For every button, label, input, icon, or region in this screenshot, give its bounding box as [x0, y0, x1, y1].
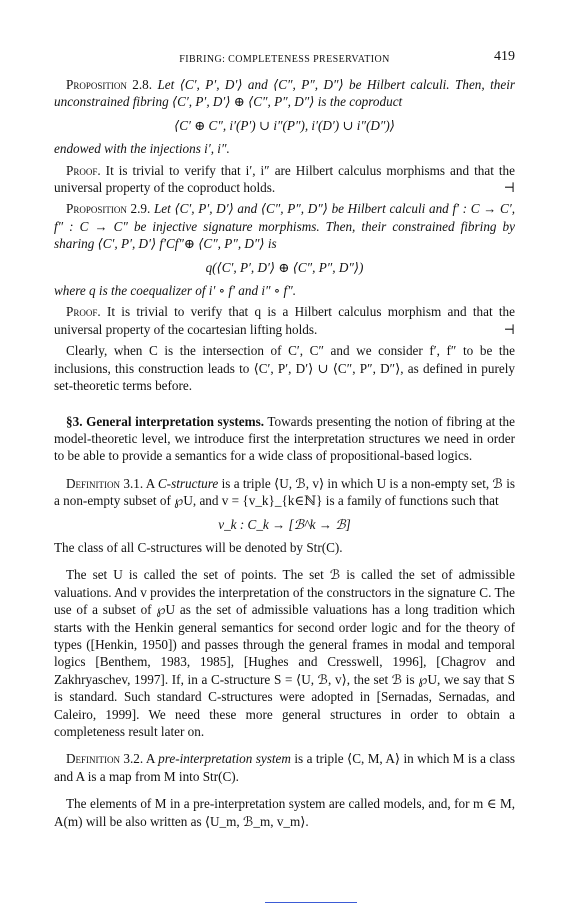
running-header [54, 48, 515, 66]
proof-2-9 [54, 303, 515, 338]
section-heading: §3. General interpretation systems. [66, 413, 265, 429]
proof-label: Proof. [66, 304, 101, 320]
defined-term: C-structure [157, 475, 219, 491]
definition-text: A [145, 475, 155, 491]
paper-page [54, 48, 515, 830]
definition-text: is a triple ⟨U, ℬ, v⟩ in which U is a non-empty set, ℬ is a non-empty subset of ℘U, and v = {v_k}_{k∈ℕ} is a family of functions such that [54, 475, 516, 509]
paragraph: The set U is called the set of points. The set ℬ is called the set of admissible valuations. And v provides the interpretation of the constructors in the signature C. The use of a subset of ℘U as the set of admissible valuations has a long tradition which starts with the Henkin general semantics for second order logic and for the theory of types ([Henkin, 1950]) and passes through the general frames in modal and temporal logics [Benthem, 1983, 1985], [Hughes and Cresswell, 1996], [Chagrov and Zakhryaschev, 1997]. If, in a C-structure S = ⟨U, ℬ, v⟩, the set ℬ is ℘U, we say that S is standard. Such standard C-structures were adopted in [Sernadas, Sernadas, and Caleiro, 1999]. We need these more general structures in order to obtain a completeness result later on. [54, 567, 515, 739]
definition-label: Definition 3.1. [66, 475, 144, 491]
proposition-2-8 [54, 76, 515, 111]
proof-label: Proof. [66, 162, 101, 178]
page-number: 419 [494, 49, 515, 64]
paragraph: The class of all C-structures will be denoted by Str(C). [54, 539, 343, 555]
section-text: Towards presenting the notion of fibring at the model-theoretic level, we introduce first the interpretation structures we need in order to be able to provide a semantics for a wide class of propositional-based logics. [54, 413, 515, 464]
proposition-label: Proposition 2.8. [66, 77, 153, 92]
proposition-statement: Let ⟨C′, P′, D′⟩ and ⟨C″, P″, D″⟩ be Hilbert calculi. Then, their unconstrained fibring ⟨C′, P′, D′⟩ ⊕ ⟨C″, P″, D″⟩ is the coproduct [54, 77, 516, 110]
proposition-tail: endowed with the injections i′, i″. [54, 141, 230, 157]
definition-3-2 [54, 750, 515, 785]
display-equation: ⟨C′ ⊕ C″, i′(P′) ∪ i″(P″), i′(D′) ∪ i″(D″)⟩ [174, 117, 395, 133]
definition-3-1 [54, 475, 515, 510]
display-equation: q(⟨C′, P′, D′⟩ ⊕ ⟨C″, P″, D″⟩) [205, 259, 364, 275]
footer-link-line [265, 902, 357, 903]
qed-symbol: ⊣ [503, 180, 515, 196]
definition-text: is a triple ⟨C, M, A⟩ in which M is a class and A is a map from M into Str(C). [54, 751, 516, 784]
definition-label: Definition 3.2. [66, 751, 144, 767]
paragraph: The elements of M in a pre-interpretation system are called models, and, for m ∈ M, A(m) will be also written as ⟨U_m, ℬ_m, v_m⟩. [54, 796, 515, 829]
proof-text: It is trivial to verify that q is a Hilbert calculus morphism and that the universal property of the cocartesian lifting holds. [54, 304, 515, 337]
running-title: FIBRING: COMPLETENESS PRESERVATION [179, 54, 390, 65]
defined-term: pre-interpretation system [158, 751, 291, 767]
paragraph: Clearly, when C is the intersection of C′, C″ and we consider f′, f″ to be the inclusions, this construction leads to ⟨C′, P′, D′⟩ ∪ ⟨C″, P″, D″⟩, as defined in purely set-theoretic terms before. [54, 343, 515, 394]
proposition-tail: where q is the coequalizer of i′ ∘ f′ and i″ ∘ f″. [54, 283, 297, 299]
display-equation: v_k : C_k → [ℬ^k → ℬ] [218, 516, 351, 532]
definition-text: A [145, 751, 155, 767]
proof-2-8 [54, 162, 515, 197]
qed-symbol: ⊣ [503, 321, 515, 337]
proposition-label: Proposition 2.9. [66, 201, 151, 217]
proof-text: It is trivial to verify that i′, i″ are Hilbert calculus morphisms and that the universal property of the coproduct holds. [54, 162, 516, 196]
section-3 [54, 413, 515, 465]
proposition-statement: Let ⟨C′, P′, D′⟩ and ⟨C″, P″, D″⟩ be Hilbert calculi and f′ : C → C′, f″ : C → C″ be injective signature morphisms. Then, their constrained fibring by sharing ⟨C′, P′, D′⟩ f′Cf″⊕ ⟨C″, P″, D″⟩ is [54, 201, 515, 252]
proposition-2-9 [54, 200, 515, 252]
